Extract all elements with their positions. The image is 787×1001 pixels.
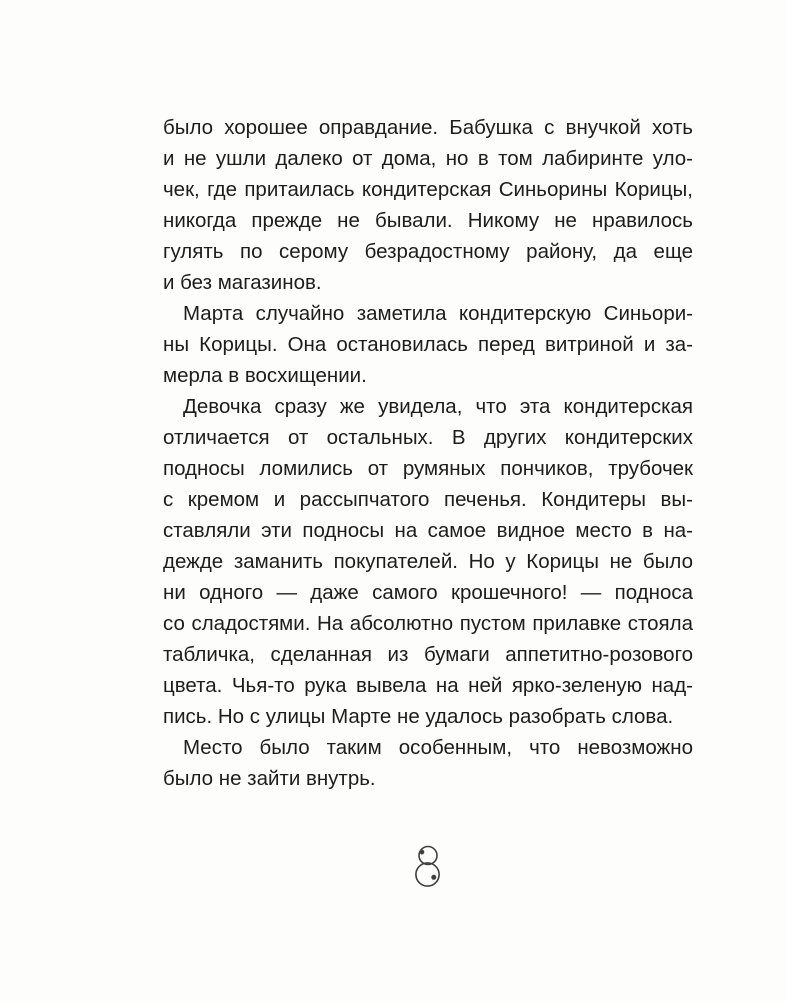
paragraph [163,391,693,732]
text-line: со сладостями. На абсолютно пустом прилавке стояла [163,612,693,635]
text-line: никогда прежде не бывали. Никому не нравилось [163,209,693,232]
text-line: дежде заманить покупателей. Но у Корицы не было [163,550,693,573]
text-line: ны Корицы. Она остановилась перед витриной и за- [163,333,693,356]
paragraph [163,298,693,391]
text-line: с кремом и рассыпчатого печенья. Кондитеры вы- [163,488,693,511]
text-line: табличка, сделанная из бумаги аппетитно-розового [163,643,693,666]
text-line: было не зайти внутрь. [163,767,376,790]
page-number-8-glyph [412,845,444,891]
text-line: гулять по серому безрадостному району, да еще [163,240,693,263]
text-line: мерла в восхищении. [163,364,367,387]
text-line: Девочка сразу же увидела, что эта кондитерская [183,395,693,418]
text-line: ни одного — даже самого крошечного! — подноса [163,581,693,604]
text-line: цвета. Чья-то рука вывела на ней ярко-зеленую над- [163,674,693,697]
text-line: ставляли эти подносы на самое видное место в на- [163,519,693,542]
text-line: было хорошее оправдание. Бабушка с внучкой хоть [163,116,693,139]
text-line: Место было таким особенным, что невозможно [183,736,693,759]
text-line: и без магазинов. [163,271,322,294]
text-line: подносы ломились от румяных пончиков, трубочек [163,457,693,480]
text-line: пись. Но с улицы Марте не удалось разобрать слова. [163,705,674,728]
text-line: Марта случайно заметила кондитерскую Синьори- [183,302,693,325]
text-block [163,112,693,794]
paragraph [163,112,693,298]
paragraph [163,732,693,794]
text-line: и не ушли далеко от дома, но в том лабиринте уло- [163,147,693,170]
text-line: отличается от остальных. В других кондитерских [163,426,693,449]
page-number [163,845,693,891]
text-line: чек, где притаилась кондитерская Синьорины Корицы, [163,178,693,201]
